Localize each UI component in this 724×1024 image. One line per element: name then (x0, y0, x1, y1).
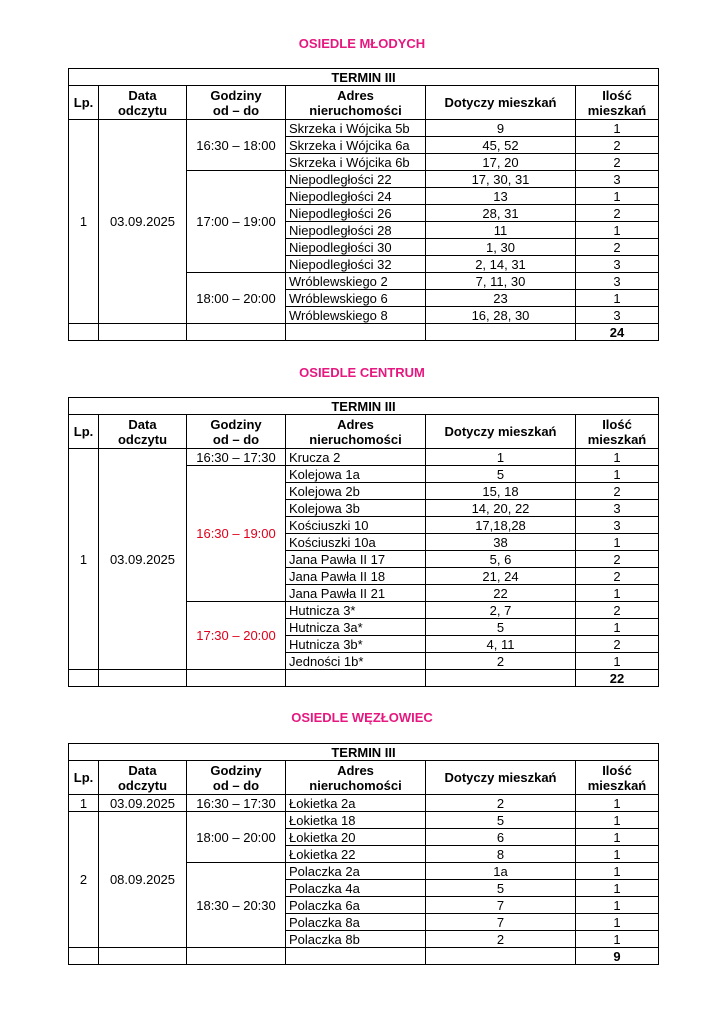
count-cell: 3 (576, 273, 659, 290)
address-header (286, 86, 426, 120)
hours-header-line1: Godziny (210, 416, 262, 432)
flats-cell: 2, 7 (426, 602, 576, 619)
flats-cell: 1, 30 (426, 239, 576, 256)
address-cell: Kościuszki 10a (286, 534, 426, 551)
hours-cell: 16:30 – 19:00 (187, 466, 286, 602)
hours-cell: 16:30 – 17:30 (187, 449, 286, 466)
count-cell: 3 (576, 307, 659, 324)
address-cell: Wróblewskiego 6 (286, 290, 426, 307)
address-cell: Niepodległości 32 (286, 256, 426, 273)
address-cell: Łokietka 18 (286, 812, 426, 829)
address-cell: Skrzeka i Wójcika 5b (286, 120, 426, 137)
hours-header-line1: Godziny (210, 87, 262, 103)
address-cell: Polaczka 4a (286, 880, 426, 897)
count-cell: 1 (576, 619, 659, 636)
date-header-line2: odczytu (117, 431, 168, 447)
hours-cell: 17:30 – 20:00 (187, 602, 286, 670)
date-header-line1: Data (128, 416, 157, 432)
flats-cell: 5 (426, 880, 576, 897)
count-cell: 2 (576, 205, 659, 222)
flats-cell: 17,18,28 (426, 517, 576, 534)
address-cell: Hutnicza 3a* (286, 619, 426, 636)
empty-cell (286, 670, 426, 687)
hours-header-line2: od – do (212, 102, 260, 118)
hours-header-line2: od – do (212, 777, 260, 793)
count-cell: 1 (576, 880, 659, 897)
count-cell: 1 (576, 931, 659, 948)
hours-cell: 16:30 – 18:00 (187, 120, 286, 171)
address-cell: Kościuszki 10 (286, 517, 426, 534)
address-cell: Niepodległości 30 (286, 239, 426, 256)
address-cell: Krucza 2 (286, 449, 426, 466)
count-cell: 1 (576, 290, 659, 307)
flats-cell: 2 (426, 931, 576, 948)
flats-cell: 14, 20, 22 (426, 500, 576, 517)
total-row (69, 670, 659, 687)
date-header (99, 415, 187, 449)
address-cell: Kolejowa 2b (286, 483, 426, 500)
count-header (576, 761, 659, 795)
count-cell: 2 (576, 137, 659, 154)
date-cell: 08.09.2025 (99, 812, 187, 948)
count-cell: 3 (576, 500, 659, 517)
address-cell: Polaczka 2a (286, 863, 426, 880)
address-header-line1: Adres (337, 416, 374, 432)
address-header-line2: nieruchomości (309, 102, 402, 118)
empty-cell (69, 670, 99, 687)
address-cell: Niepodległości 26 (286, 205, 426, 222)
section-title-centrum: OSIEDLE CENTRUM (299, 365, 425, 380)
flats-header: Dotyczy mieszkań (426, 761, 576, 795)
hours-header (187, 761, 286, 795)
flats-cell: 22 (426, 585, 576, 602)
address-cell: Jana Pawła II 17 (286, 551, 426, 568)
schedule-table-mlodych (68, 68, 659, 341)
count-cell: 3 (576, 517, 659, 534)
flats-cell: 17, 30, 31 (426, 171, 576, 188)
flats-cell: 8 (426, 846, 576, 863)
schedule-table-centrum (68, 397, 659, 687)
flats-cell: 7 (426, 914, 576, 931)
count-cell: 1 (576, 534, 659, 551)
flats-cell: 2, 14, 31 (426, 256, 576, 273)
hours-cell: 16:30 – 17:30 (187, 795, 286, 812)
hours-cell: 18:00 – 20:00 (187, 812, 286, 863)
header-row (69, 86, 659, 120)
date-header-line1: Data (128, 87, 157, 103)
address-header-line1: Adres (337, 762, 374, 778)
count-header-line2: mieszkań (587, 777, 647, 793)
count-cell: 3 (576, 256, 659, 273)
flats-header: Dotyczy mieszkań (426, 415, 576, 449)
count-cell: 2 (576, 568, 659, 585)
count-header-line1: Ilość (602, 416, 632, 432)
address-header-line2: nieruchomości (309, 431, 402, 447)
flats-cell: 6 (426, 829, 576, 846)
table-row (69, 812, 659, 829)
flats-cell: 9 (426, 120, 576, 137)
count-cell: 1 (576, 120, 659, 137)
count-cell: 1 (576, 863, 659, 880)
date-header-line2: odczytu (117, 777, 168, 793)
date-header (99, 86, 187, 120)
empty-cell (99, 670, 187, 687)
address-cell: Jana Pawła II 21 (286, 585, 426, 602)
address-cell: Niepodległości 22 (286, 171, 426, 188)
count-cell: 1 (576, 653, 659, 670)
count-cell: 1 (576, 812, 659, 829)
address-header (286, 415, 426, 449)
flats-cell: 1 (426, 449, 576, 466)
flats-cell: 16, 28, 30 (426, 307, 576, 324)
address-cell: Polaczka 8b (286, 931, 426, 948)
count-cell: 2 (576, 602, 659, 619)
address-cell: Polaczka 8a (286, 914, 426, 931)
flats-cell: 28, 31 (426, 205, 576, 222)
table-row (69, 120, 659, 137)
hours-cell: 18:30 – 20:30 (187, 863, 286, 948)
count-cell: 1 (576, 829, 659, 846)
count-cell: 1 (576, 585, 659, 602)
flats-cell: 17, 20 (426, 154, 576, 171)
count-cell: 2 (576, 483, 659, 500)
count-cell: 2 (576, 239, 659, 256)
hours-header-line2: od – do (212, 431, 260, 447)
section-title-mlodych: OSIEDLE MŁODYCH (298, 36, 426, 51)
section-title-wezlowiec: OSIEDLE WĘZŁOWIEC (291, 710, 433, 725)
count-cell: 1 (576, 914, 659, 931)
count-cell: 2 (576, 636, 659, 653)
empty-cell (286, 324, 426, 341)
date-cell: 03.09.2025 (99, 795, 187, 812)
flats-cell: 4, 11 (426, 636, 576, 653)
flats-cell: 38 (426, 534, 576, 551)
empty-cell (187, 324, 286, 341)
header-row (69, 398, 659, 415)
header-row (69, 415, 659, 449)
empty-cell (426, 948, 576, 965)
count-cell: 1 (576, 897, 659, 914)
count-header-line2: mieszkań (587, 431, 647, 447)
flats-cell: 1a (426, 863, 576, 880)
count-header-line1: Ilość (602, 762, 632, 778)
date-header (99, 761, 187, 795)
hours-header-line1: Godziny (210, 762, 262, 778)
schedule-table-wezlowiec (68, 743, 659, 965)
empty-cell (69, 948, 99, 965)
flats-cell: 21, 24 (426, 568, 576, 585)
address-cell: Skrzeka i Wójcika 6b (286, 154, 426, 171)
count-cell: 2 (576, 551, 659, 568)
address-header-line2: nieruchomości (309, 777, 402, 793)
empty-cell (99, 948, 187, 965)
flats-cell: 5 (426, 619, 576, 636)
address-header-line1: Adres (337, 87, 374, 103)
flats-cell: 7 (426, 897, 576, 914)
header-row (69, 69, 659, 86)
address-cell: Jana Pawła II 18 (286, 568, 426, 585)
date-header-line1: Data (128, 762, 157, 778)
count-header-line2: mieszkań (587, 102, 647, 118)
count-cell: 1 (576, 449, 659, 466)
total-count-cell: 9 (576, 948, 659, 965)
count-cell: 3 (576, 171, 659, 188)
empty-cell (286, 948, 426, 965)
empty-cell (187, 670, 286, 687)
address-cell: Hutnicza 3b* (286, 636, 426, 653)
flats-cell: 2 (426, 795, 576, 812)
lp-header: Lp. (69, 761, 99, 795)
address-cell: Niepodległości 24 (286, 188, 426, 205)
hours-header (187, 86, 286, 120)
table-row (69, 449, 659, 466)
flats-cell: 5 (426, 466, 576, 483)
address-cell: Skrzeka i Wójcika 6a (286, 137, 426, 154)
date-cell: 03.09.2025 (99, 449, 187, 670)
address-cell: Polaczka 6a (286, 897, 426, 914)
empty-cell (69, 324, 99, 341)
count-cell: 1 (576, 795, 659, 812)
address-header (286, 761, 426, 795)
total-count-cell: 22 (576, 670, 659, 687)
address-cell: Łokietka 22 (286, 846, 426, 863)
termin-header: TERMIN III (69, 69, 659, 86)
flats-cell: 45, 52 (426, 137, 576, 154)
lp-cell: 2 (69, 812, 99, 948)
total-row (69, 324, 659, 341)
total-row (69, 948, 659, 965)
flats-cell: 23 (426, 290, 576, 307)
lp-cell: 1 (69, 795, 99, 812)
address-cell: Hutnicza 3* (286, 602, 426, 619)
empty-cell (426, 324, 576, 341)
table-row (69, 795, 659, 812)
count-header (576, 415, 659, 449)
lp-header: Lp. (69, 415, 99, 449)
flats-cell: 13 (426, 188, 576, 205)
count-header-line1: Ilość (602, 87, 632, 103)
total-count-cell: 24 (576, 324, 659, 341)
address-cell: Niepodległości 28 (286, 222, 426, 239)
address-cell: Wróblewskiego 2 (286, 273, 426, 290)
address-cell: Jedności 1b* (286, 653, 426, 670)
count-cell: 1 (576, 222, 659, 239)
empty-cell (187, 948, 286, 965)
flats-header: Dotyczy mieszkań (426, 86, 576, 120)
count-cell: 1 (576, 466, 659, 483)
termin-header: TERMIN III (69, 744, 659, 761)
flats-cell: 5, 6 (426, 551, 576, 568)
termin-header: TERMIN III (69, 398, 659, 415)
flats-cell: 7, 11, 30 (426, 273, 576, 290)
hours-cell: 18:00 – 20:00 (187, 273, 286, 324)
flats-cell: 11 (426, 222, 576, 239)
header-row (69, 744, 659, 761)
hours-header (187, 415, 286, 449)
flats-cell: 2 (426, 653, 576, 670)
address-cell: Łokietka 20 (286, 829, 426, 846)
empty-cell (99, 324, 187, 341)
lp-header: Lp. (69, 86, 99, 120)
address-cell: Wróblewskiego 8 (286, 307, 426, 324)
address-cell: Łokietka 2a (286, 795, 426, 812)
header-row (69, 761, 659, 795)
count-cell: 1 (576, 188, 659, 205)
hours-cell: 17:00 – 19:00 (187, 171, 286, 273)
lp-cell: 1 (69, 449, 99, 670)
address-cell: Kolejowa 1a (286, 466, 426, 483)
date-cell: 03.09.2025 (99, 120, 187, 324)
flats-cell: 5 (426, 812, 576, 829)
flats-cell: 15, 18 (426, 483, 576, 500)
date-header-line2: odczytu (117, 102, 168, 118)
count-cell: 2 (576, 154, 659, 171)
empty-cell (426, 670, 576, 687)
count-cell: 1 (576, 846, 659, 863)
address-cell: Kolejowa 3b (286, 500, 426, 517)
count-header (576, 86, 659, 120)
lp-cell: 1 (69, 120, 99, 324)
